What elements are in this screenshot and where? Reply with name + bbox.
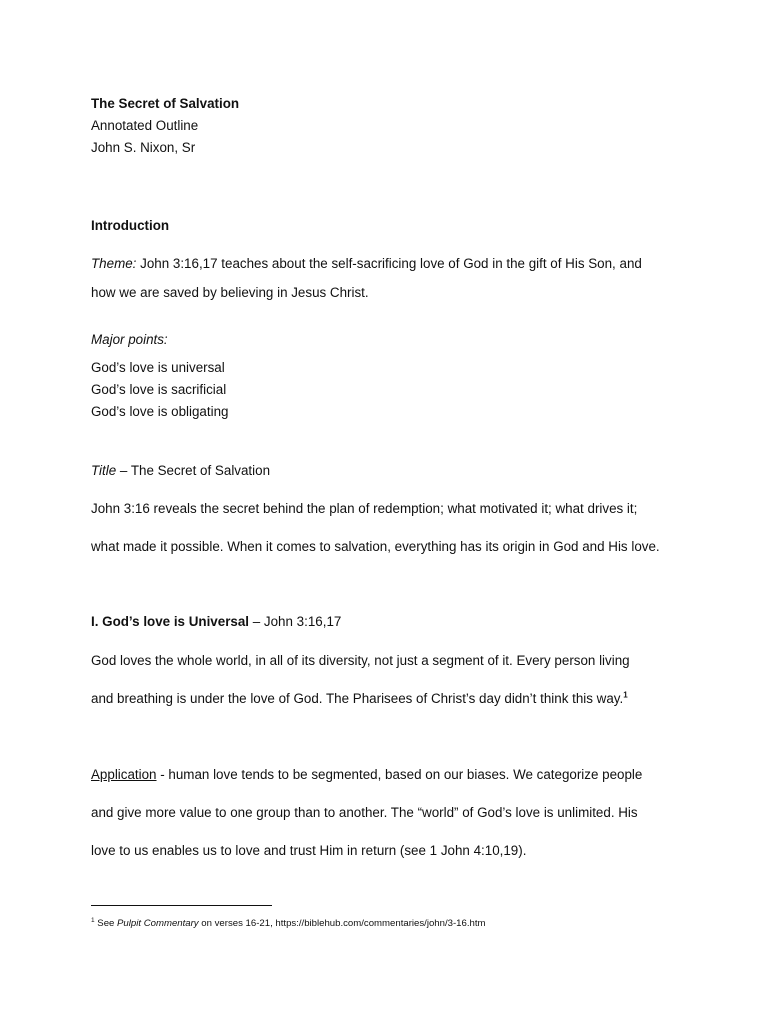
application-line-2: and give more value to one group than to another. The “world” of God’s love is unlimited. His bbox=[91, 805, 638, 820]
section-1-line-2 bbox=[91, 690, 628, 708]
major-points-label: Major points: bbox=[91, 332, 168, 347]
document-author: John S. Nixon, Sr bbox=[91, 140, 196, 155]
footnote-separator bbox=[91, 905, 272, 906]
theme-label: Theme: bbox=[91, 256, 137, 271]
footnote bbox=[91, 917, 486, 931]
title-label: Title bbox=[91, 463, 117, 478]
section-1-line-2-text: and breathing is under the love of God. The Pharisees of Christ’s day didn’t think this way. bbox=[91, 691, 624, 706]
section-1-title: I. God’s love is Universal bbox=[91, 614, 250, 629]
section-1-reference: – John 3:16,17 bbox=[249, 614, 342, 629]
major-point-2: God’s love is sacrificial bbox=[91, 382, 227, 397]
title-text: – The Secret of Salvation bbox=[116, 463, 271, 478]
footnote-reference[interactable]: 1 bbox=[623, 690, 628, 700]
theme-text: John 3:16,17 teaches about the self-sacrificing love of God in the gift of His Son, and bbox=[136, 256, 642, 271]
footnote-marker: 1 bbox=[91, 916, 95, 924]
theme-line-2: how we are saved by believing in Jesus Christ. bbox=[91, 285, 369, 300]
intro-paragraph-line-2: what made it possible. When it comes to salvation, everything has its origin in God and His love. bbox=[91, 539, 660, 554]
application-line-3: love to us enables us to love and trust Him in return (see 1 John 4:10,19). bbox=[91, 843, 527, 858]
title-line bbox=[91, 462, 270, 480]
document-title: The Secret of Salvation bbox=[91, 96, 240, 111]
application-label: Application bbox=[91, 767, 157, 782]
introduction-heading: Introduction bbox=[91, 218, 170, 233]
intro-paragraph-line-1: John 3:16 reveals the secret behind the plan of redemption; what motivated it; what drives it; bbox=[91, 501, 638, 516]
footnote-pre: See bbox=[94, 918, 118, 929]
application-line-1 bbox=[91, 766, 642, 784]
major-point-1: God’s love is universal bbox=[91, 360, 225, 375]
application-text: - human love tends to be segmented, based on our biases. We categorize people bbox=[156, 767, 643, 782]
theme-line-1 bbox=[91, 255, 642, 273]
section-1-line-1: God loves the whole world, in all of its diversity, not just a segment of it. Every person living bbox=[91, 653, 630, 668]
major-point-3: God’s love is obligating bbox=[91, 404, 229, 419]
document-subtitle: Annotated Outline bbox=[91, 118, 199, 133]
footnote-work-title: Pulpit Commentary bbox=[117, 918, 199, 929]
footnote-post: on verses 16-21, https://biblehub.com/commentaries/john/3-16.htm bbox=[198, 918, 486, 929]
section-1-heading bbox=[91, 613, 341, 631]
